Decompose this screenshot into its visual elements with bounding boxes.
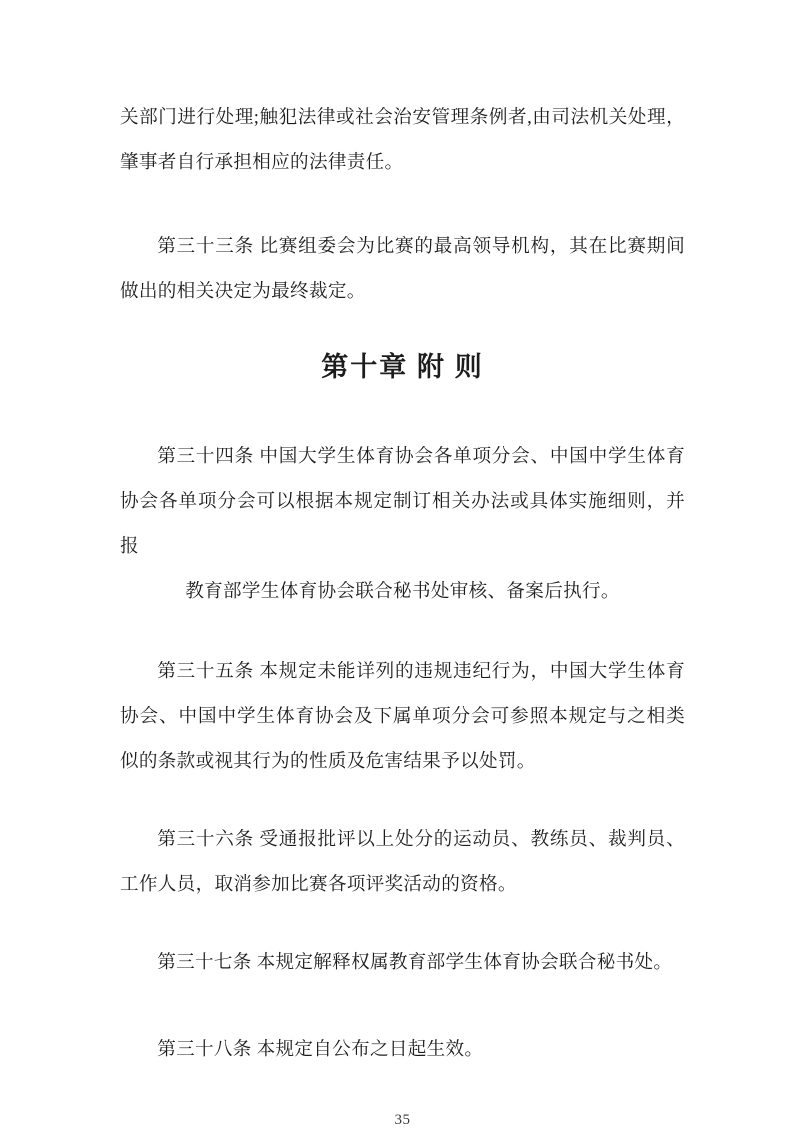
- article-34-paragraph: 第三十四条 中国大学生体育协会各单项分会、中国中学生体育协会各单项分会可以根据本规定制订相关办法或具体实施细则，并报: [120, 446, 685, 557]
- article-38-paragraph: 第三十八条 本规定自公布之日起生效。: [157, 1039, 484, 1060]
- article-34-centered-line: 教育部学生体育协会联合秘书处审核、备案后执行。: [185, 581, 620, 602]
- article-33-paragraph: 第三十三条 比赛组委会为比赛的最高领导机构，其在比赛期间做出的相关决定为最终裁定。: [120, 236, 685, 302]
- article-35-paragraph: 第三十五条 本规定未能详列的违规违纪行为，中国大学生体育协会、中国中学生体育协会及下属单项分会可参照本规定与之相类似的条款或视其行为的性质及危害结果予以处罚。: [120, 661, 685, 772]
- article-37-paragraph: 第三十七条 本规定解释权属教育部学生体育协会联合秘书处。: [157, 952, 673, 973]
- page-number: 35: [394, 1112, 411, 1128]
- chapter-10-heading: 第十章 附 则: [321, 352, 484, 382]
- paragraph-continuation: 关部门进行处理;触犯法律或社会治安管理条例者,由司法机关处理，肇事者自行承担相应的法律责任。: [120, 107, 685, 173]
- article-36-paragraph: 第三十六条 受通报批评以上处分的运动员、教练员、裁判员、工作人员，取消参加比赛各项评奖活动的资格。: [120, 829, 685, 895]
